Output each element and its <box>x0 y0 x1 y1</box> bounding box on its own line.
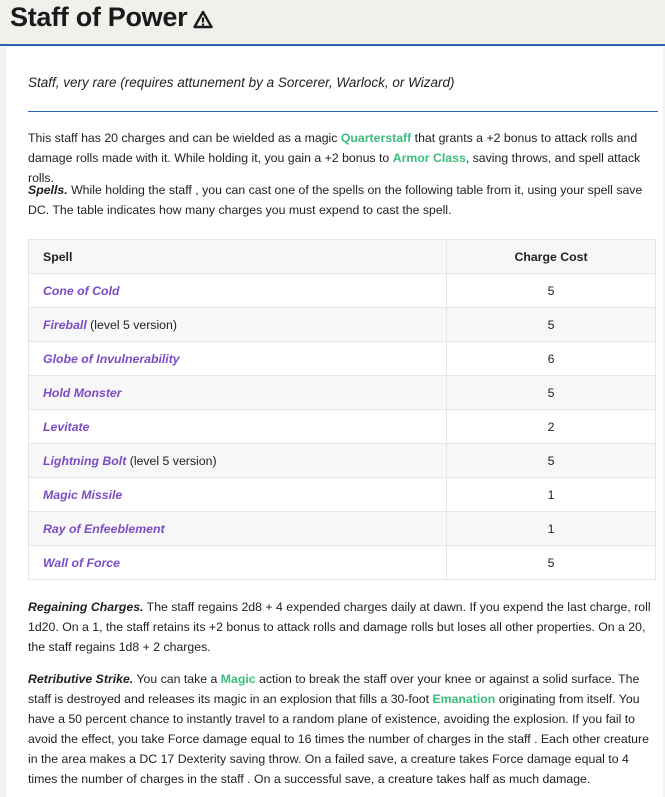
item-subtitle: Staff, very rare (requires attunement by a Sorcerer, Warlock, or Wizard) <box>28 75 455 90</box>
charge-cost: 5 <box>447 546 656 580</box>
column-header-spell: Spell <box>29 240 447 274</box>
spell-link[interactable]: Wall of Force <box>43 555 120 570</box>
table-row <box>29 376 656 410</box>
page-title: Staff of Power <box>10 2 188 32</box>
armor-class-link[interactable]: Armor Class <box>392 151 466 165</box>
spell-note: (level 5 version) <box>126 453 217 468</box>
spell-link[interactable]: Magic Missile <box>43 487 123 502</box>
warning-triangle-icon[interactable] <box>193 10 213 30</box>
charge-cost: 5 <box>447 444 656 478</box>
table-row <box>29 410 656 444</box>
spells-paragraph <box>28 180 658 220</box>
intro-text-3: , saving throws, and spell attack rolls. <box>28 151 641 185</box>
intro-text-1: This staff has 20 charges and can be wielded as a magic <box>28 131 341 145</box>
charge-cost: 5 <box>447 376 656 410</box>
spell-link[interactable]: Hold Monster <box>43 385 122 400</box>
retributive-label: Retributive Strike. <box>28 672 134 686</box>
retributive-text-3: originating from itself. You have a 50 percent chance to instantly travel to a random plane of existence, avoiding the explosion. If you fail to avoid the effect, you take Force damage equal to 16 times the number of charges in the staff . Each other creature in the area makes a DC 17 Dexterity saving throw. On a failed save, a creature takes Force damage equal to 4 times the number of charges in the staff . On a successful save, a creature takes half as much damage. <box>28 692 649 786</box>
intro-paragraph <box>28 128 658 188</box>
spell-note: (level 5 version) <box>86 317 177 332</box>
charge-cost: 1 <box>447 512 656 546</box>
retributive-strike-paragraph <box>28 669 658 789</box>
intro-text-2: that grants a +2 bonus to attack rolls and damage rolls made with it. While holding it, you gain a +2 bonus to <box>28 131 638 165</box>
spell-table <box>28 239 656 580</box>
retributive-text-2: action to break the staff over your knee or against a solid surface. The staff is destroyed and releases its magic in an explosion that fills a 30-foot <box>28 672 640 706</box>
spell-link[interactable]: Globe of Invulnerability <box>43 351 180 366</box>
spells-label: Spells. <box>28 183 68 197</box>
column-header-charge-cost: Charge Cost <box>447 240 656 274</box>
quarterstaff-link[interactable]: Quarterstaff <box>340 131 412 145</box>
charge-cost: 5 <box>447 308 656 342</box>
charge-cost: 5 <box>447 274 656 308</box>
regaining-text: The staff regains 2d8 + 4 expended charges daily at dawn. If you expend the last charge, roll 1d20. On a 1, the staff retains its +2 bonus to attack rolls and damage rolls but loses all other properties. On a 20, the staff regains 1d8 + 2 charges. <box>28 600 651 654</box>
magic-action-link[interactable]: Magic <box>220 672 256 686</box>
charge-cost: 1 <box>447 478 656 512</box>
table-row <box>29 478 656 512</box>
spell-link[interactable]: Fireball <box>43 317 87 332</box>
spell-link[interactable]: Levitate <box>43 419 90 434</box>
regaining-charges-paragraph <box>28 597 658 657</box>
charge-cost: 2 <box>447 410 656 444</box>
charge-cost: 6 <box>447 342 656 376</box>
spell-link[interactable]: Lightning Bolt <box>43 453 127 468</box>
regaining-label: Regaining Charges. <box>28 600 144 614</box>
table-row <box>29 546 656 580</box>
table-row <box>29 512 656 546</box>
table-row <box>29 342 656 376</box>
spells-text: While holding the staff , you can cast one of the spells on the following table from it, using your spell save DC. The table indicates how many charges you must expend to cast the spell. <box>28 183 643 217</box>
retributive-text-1: You can take a <box>133 672 221 686</box>
spell-link[interactable]: Ray of Enfeeblement <box>43 521 165 536</box>
table-row <box>29 308 656 342</box>
table-row <box>29 444 656 478</box>
table-row <box>29 274 656 308</box>
spell-link[interactable]: Cone of Cold <box>43 283 120 298</box>
divider <box>28 111 658 112</box>
emanation-link[interactable]: Emanation <box>432 692 496 706</box>
page-header <box>0 0 665 46</box>
item-content <box>6 47 663 797</box>
